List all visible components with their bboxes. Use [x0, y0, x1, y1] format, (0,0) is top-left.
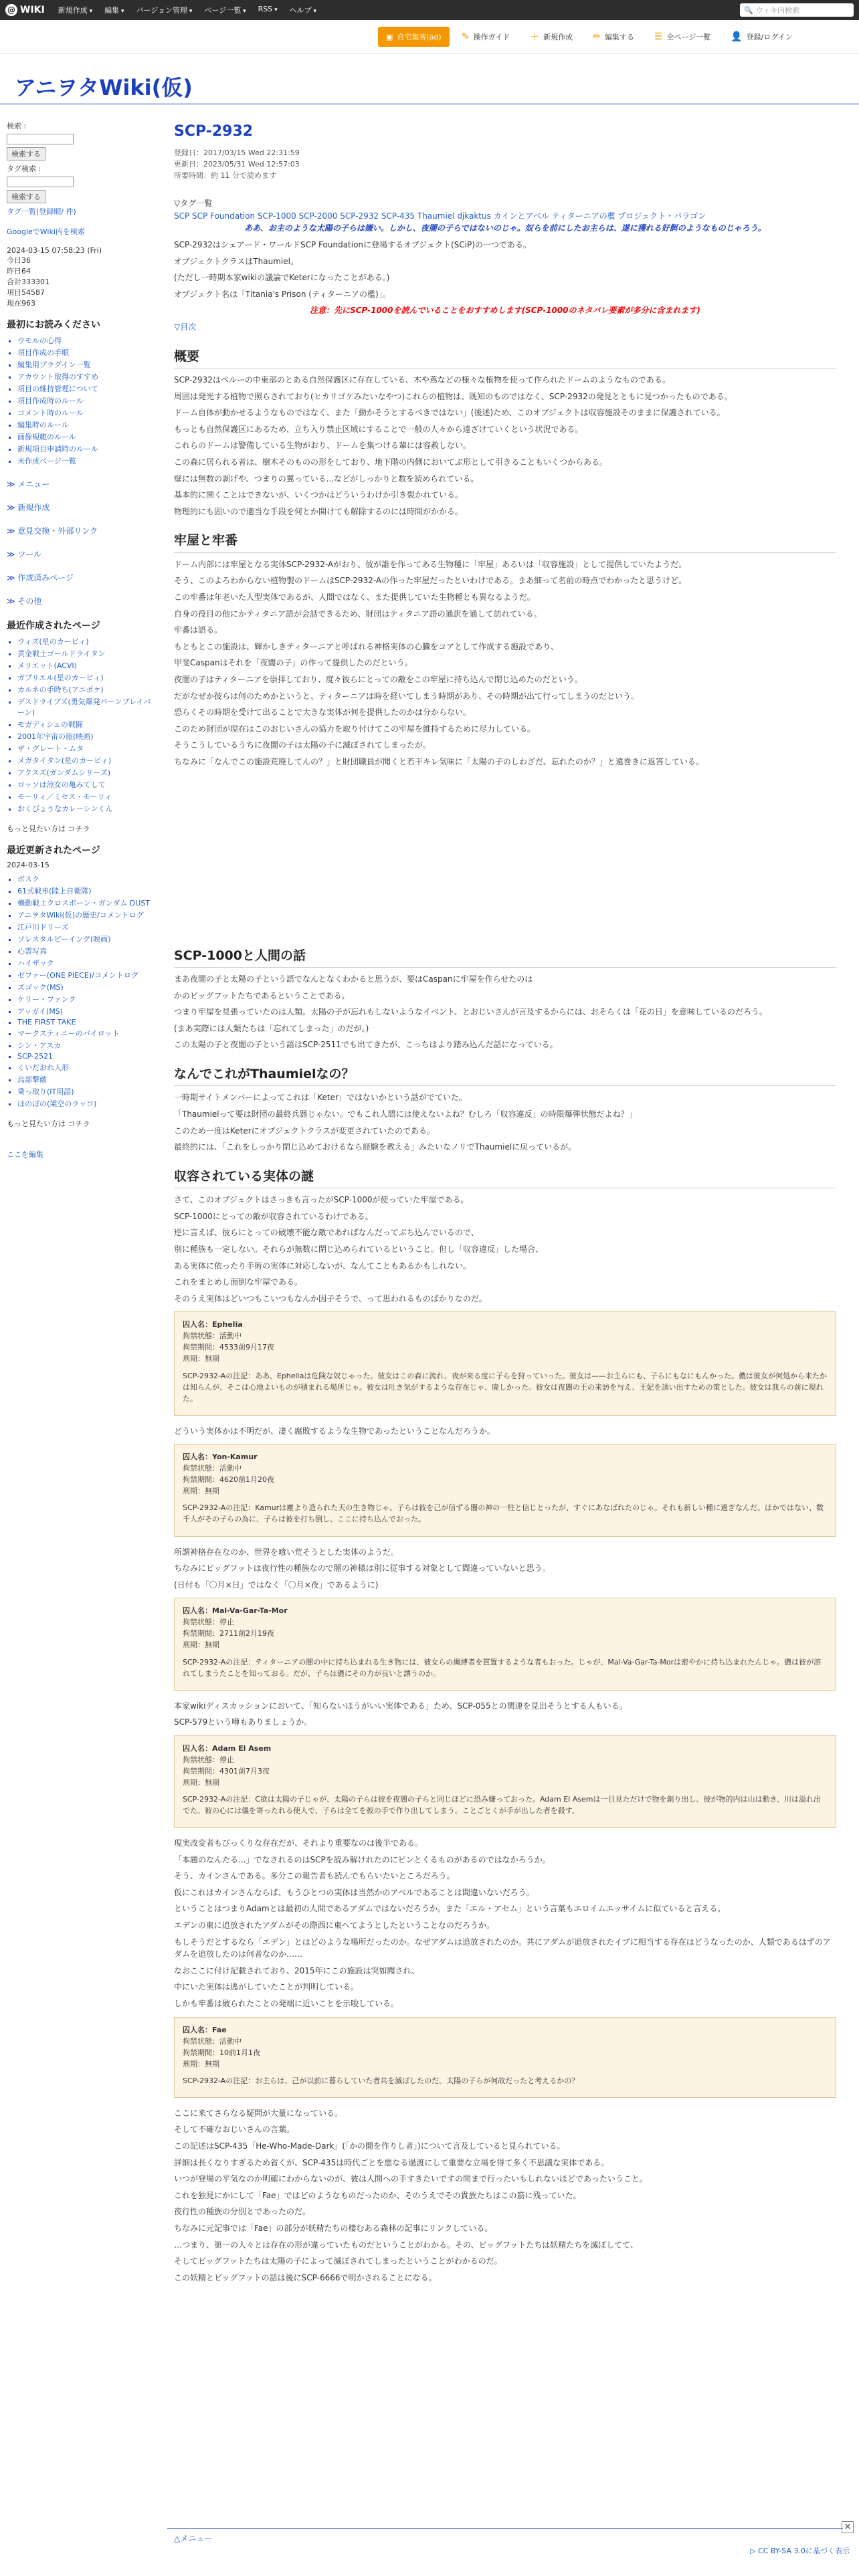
tag-search-label: タグ検索 :: [7, 165, 41, 173]
tag-list-toggle[interactable]: ▽タグ一覧: [174, 199, 213, 209]
list-item[interactable]: ▪ 61式戦車(陸上自衛隊): [17, 885, 154, 896]
list-item[interactable]: ▪ おくびょうなカレーシンくん: [17, 803, 154, 814]
menu-version[interactable]: バージョン管理 ▾: [136, 5, 193, 15]
side-search-input[interactable]: [7, 134, 74, 144]
bottom-menu-link[interactable]: △メニュー: [174, 2534, 213, 2543]
counter: 2024-03-15 07:58:23 (Fri) 今日36 昨日64 合計333301 項目54587 現在963: [7, 246, 102, 308]
list-item[interactable]: ▪ ガブリエル(星のカービィ): [17, 672, 154, 683]
list-item[interactable]: ▪ ウィズ(星のカービィ): [17, 636, 154, 647]
list-item[interactable]: ▪ ゼファー(ONE PIECE)/コメントログ: [17, 970, 154, 980]
new-pages-list: [7, 636, 154, 814]
plus-icon: ＋: [530, 32, 540, 43]
list-item[interactable]: ▪ 画像規範のルール: [17, 431, 154, 442]
list-item[interactable]: ▪ アクスズ(ガンダムシリーズ): [17, 767, 154, 778]
menu-pages[interactable]: ページ一覧 ▾: [204, 5, 246, 15]
list-item[interactable]: ▪ ボスク: [17, 873, 154, 884]
list-item[interactable]: ▪ 項目の維持管理について: [17, 383, 154, 394]
list-item[interactable]: ▪ 心霊写真: [17, 946, 154, 956]
list-item[interactable]: ▪ ズゴック(MS): [17, 982, 154, 992]
all-pages-button[interactable]: ☰ 全ページ一覧: [654, 31, 711, 42]
list-item[interactable]: ▪ 編集時のルール: [17, 419, 154, 430]
list-item[interactable]: ▪ デスドライブズ(勇気爆発バーンブレイバーン): [17, 696, 154, 718]
page-meta: 登録日：2017/03/15 Wed 22:31:59 更新日：2023/05/31 Wed 12:57:03 所要時間：約 11 分で読めます: [174, 148, 300, 181]
ad-button[interactable]: ▣ 自宅集客(ad): [378, 27, 450, 47]
section-links[interactable]: ≫ 意見交換・外部リンク: [7, 525, 154, 536]
updated-pages-heading: 最近更新されたページ: [7, 845, 100, 856]
menu-rss[interactable]: RSS ▾: [258, 5, 278, 15]
list-item[interactable]: ▪ カルネの手時ち(アニポケ): [17, 684, 154, 695]
list-item[interactable]: ▪ ウモルの心得: [17, 335, 154, 346]
heading-entities: 収容されている実体の謎: [174, 1167, 836, 1188]
list-item[interactable]: ▪ アッガイ(MS): [17, 1006, 154, 1016]
list-item[interactable]: ▪ モーリィ／ミセス・モーリィ: [17, 791, 154, 802]
license-link[interactable]: ▷ CC BY-SA 3.0に基づく表示: [750, 2547, 850, 2555]
ad-icon: ▣: [386, 32, 393, 41]
page-title: SCP-2932: [174, 123, 254, 140]
sidebar: [0, 120, 161, 2576]
pencil-icon: ✏: [593, 31, 601, 42]
list-item[interactable]: ▪ くいだおれ人形: [17, 1062, 154, 1073]
list-item[interactable]: ▪ メリエット(ACVI): [17, 660, 154, 671]
tag-search-button[interactable]: 検索する: [7, 190, 45, 203]
list-item[interactable]: ▪ ケリー・ファンク: [17, 994, 154, 1004]
tool-bar: [0, 20, 859, 53]
list-item[interactable]: ▪ 江戸川ドリーズ: [17, 922, 154, 932]
list-item[interactable]: ▪ シン・アスカ: [17, 1040, 154, 1051]
guide-button[interactable]: ✎ 操作ガイド: [461, 31, 510, 42]
list-item[interactable]: ▪ 未作成ページ一覧: [17, 455, 154, 466]
new-page-button[interactable]: ＋ 新規作成: [522, 27, 581, 47]
side-search-button[interactable]: 検索する: [7, 147, 45, 160]
updated-pages-list: [7, 873, 154, 1109]
intro-quote: ああ、お主のような太陽の子らは嫌い。しかし、夜闇の子らではないのじゃ。奴らを前にしたお主らは、遂に獲れる好餌のようなものじゃろう。: [244, 223, 766, 233]
list-item[interactable]: ▪ 黄金戦士ゴールドライタン: [17, 648, 154, 659]
list-icon: ☰: [654, 31, 663, 42]
tag-links[interactable]: SCP SCP Foundation SCP-1000 SCP-2000 SCP-2932 SCP-435 Thaumiel djkaktus カインとアベル ティターニアの檻 プロジェクト・パラゴン: [174, 211, 706, 221]
search-label: 検索 :: [7, 122, 27, 130]
read-first-heading: 最初にお読みください: [7, 320, 100, 330]
list-item[interactable]: ▪ コメント時のルール: [17, 407, 154, 418]
toc-toggle[interactable]: ▽目次: [174, 322, 197, 332]
heading-scp1000: SCP-1000と人間の話: [174, 946, 836, 968]
updated-date: 2024-03-15: [7, 861, 50, 869]
list-item[interactable]: ▪ ソレスタルビーイング(映画): [17, 934, 154, 944]
prisoner-card: 囚人名：Ephelia 拘禁状態：活動中 拘禁期間：4533前9月17夜 刑期：無期 SCP-2932-Aの注記：ああ、Epheliaは危険な奴じゃった。彼女はこの森に流れ、夜が来る度に子らを狩っていった。彼女は——お主らにも、子らにもなにもんかった。儂は彼女が何処から来たかは知らんが、そこは心地よいものが積まれる場所じゃ。彼女は吐き気がするような存在じゃ、廃しかった。彼女は夜闇の王の来訪を与え、王妃を誘い出すための策とした。彼女は我らの前に現れた。: [174, 1311, 836, 1415]
list-item[interactable]: ▪ ほのぼの(架空のラッコ): [17, 1098, 154, 1109]
search-icon: 🔍: [744, 5, 753, 15]
login-button[interactable]: 👤 登録/ログイン: [731, 31, 793, 42]
section-tools[interactable]: ≫ ツール: [7, 548, 154, 560]
list-item[interactable]: ▪ 2001年宇宙の旅(映画): [17, 731, 154, 742]
bottom-nav: [167, 2528, 843, 2568]
tag-search-input[interactable]: [7, 177, 74, 187]
play-icon: ▷: [750, 2547, 759, 2555]
list-item[interactable]: ▪ 機動戦士クロスボーン・ガンダム DUST: [17, 897, 154, 908]
edit-sidebar-link[interactable]: ここを編集: [7, 1150, 43, 1159]
new-pages-heading: 最近作成されたページ: [7, 621, 100, 631]
wiki-logo[interactable]: @ WIKI: [5, 4, 45, 16]
more-updated-link[interactable]: もっと見たい方は コチラ: [7, 1119, 90, 1128]
read-first-list: [7, 335, 154, 466]
list-item[interactable]: ▪ マークスティニーのバイロット: [17, 1028, 154, 1039]
list-item[interactable]: ▪ アニヲタWiki(仮)の歴史/コメントログ: [17, 909, 154, 920]
spacer: [174, 772, 836, 933]
heading-overview: 概要: [174, 347, 836, 368]
close-icon[interactable]: ✕: [842, 2521, 854, 2533]
list-item[interactable]: ▪ ハイザック: [17, 958, 154, 968]
guide-icon: ✎: [461, 31, 470, 42]
list-item[interactable]: ▪ アカウント取得のすすめ: [17, 371, 154, 382]
list-item[interactable]: ▪ 乗っ取り(IT用語): [17, 1086, 154, 1097]
spoiler-warning: 注意：先にSCP-1000を読んでいることをおすすめします(SCP-1000のネタバレ要素が多分に含まれます): [310, 306, 700, 316]
prisoner-card: 囚人名：Fae 拘禁状態：活動中 拘禁期間：10前1月1夜 刑期：無期 SCP-2932-Aの注記：お主らは、己が以前に暮らしていた者共を滅ぼしたのだ。太陽の子らが何故だったと考えるかの？: [174, 2017, 836, 2098]
heading-thaumiel: なんでこれがThaumielなの？: [174, 1065, 836, 1086]
wiki-search-input[interactable]: 🔍 ウィキ内検索: [740, 3, 854, 17]
section-menu[interactable]: ≫ メニュー: [7, 478, 154, 490]
list-item[interactable]: ▪ 項目作成時のルール: [17, 395, 154, 406]
heading-prison: 牢屋と牢番: [174, 531, 836, 552]
list-item[interactable]: ▪ メガタイタン(星のカービィ): [17, 755, 154, 766]
list-item[interactable]: ▪ 新規項目申請時のルール: [17, 443, 154, 454]
prisoner-card: 囚人名：Mal-Va-Gar-Ta-Mor 拘禁状態：停止 拘禁期間：2711前2月19夜 刑期：無期 SCP-2932-Aの注記：ティターニアの闇の中に持ち込まれる生き物には、彼女らの縄縛者を貫置するような者もおった。じゃが、Mal-Va-Gar-Ta-Morは密やかに持ち込まれたんじゃ。儂は彼が溶れてしまうたことを知っておる。だが、子らは儂にその力が良いと謂うのか。: [174, 1598, 836, 1690]
site-header: [0, 53, 859, 120]
list-item[interactable]: ▪ ロッソは涼女の亀みてして: [17, 779, 154, 790]
edit-button[interactable]: ✏ 編集する: [593, 31, 634, 42]
user-icon: 👤: [731, 31, 743, 42]
list-item[interactable]: ▪ ザ・グレート・ムタ: [17, 743, 154, 754]
section-new[interactable]: ≫ 新規作成: [7, 502, 154, 513]
prisoner-card: 囚人名：Yon-Kamur 拘禁状態：活動中 拘禁期間：4620前1月20夜 刑期：無期 SCP-2932-Aの注記：Kamurは塵より造られた天の生き物じゃ。子らは彼を己が信ずる闇の神の一柱と信じとったが、すぐにあなばれたのじゃ。それも新しい種に過ぎなんだ。ほかではない、数千人がその子らの為に、子らは彼を打ち倒し、ここに持ち込んでおった。: [174, 1444, 836, 1536]
more-new-link[interactable]: もっと見たい方は コチラ: [7, 825, 90, 833]
list-item[interactable]: ▪ THE FIRST TAKE: [17, 1018, 154, 1027]
top-bar: [0, 0, 859, 20]
list-item[interactable]: ▪ モガディシュの戦闘: [17, 719, 154, 730]
tag-list-link[interactable]: タグ一覧(登録順/ 件): [7, 207, 76, 216]
logo-icon: @: [5, 4, 17, 16]
site-title[interactable]: アニヲタWiki(仮): [15, 75, 193, 100]
menu-new[interactable]: 新規作成 ▾: [58, 5, 92, 15]
prisoner-card: 囚人名：Adam El Asem 拘禁状態：停止 拘禁期間：4301前7月3夜 刑期：無期 SCP-2932-Aの注記：C欲は太陽の子じゃが、太陽の子らは彼を夜闇の子らと同じほどに恐み嫌っておった。Adam El Asemは一目見ただけで物を創り出し、彼が物的内は山は動き、川は溢れ出でた。彼の心には儀を寄ったれる使人で、子らは全てを彼の手で作り出してしまう。ことごとくが手が出した者を殺す。: [174, 1735, 836, 1828]
top-menu: [58, 5, 316, 15]
menu-edit[interactable]: 編集 ▾: [104, 5, 124, 15]
list-item[interactable]: ▪ 項目作成の手順: [17, 347, 154, 358]
list-item[interactable]: ▪ 烏部撃敵: [17, 1074, 154, 1085]
main-content: SCP-2932 登録日：2017/03/15 Wed 22:31:59 更新日：2023/05/31 Wed 12:57:03 所要時間：約 11 分で読めます ▽タグ一覧 SCP SCP Foundation SCP-1000 SCP-2000 SCP-2932 SCP-435 Thaumiel djkaktus カインとアベル ティターニアの檻 プロジェクト・パラゴン ああ、お主のような太陽の子らは嫌い。しかし、夜闇の子らではないのじゃ。奴らを前にしたお主らは、遂に獲れる好餌のようなものじゃろう。 SCP-2932はシェアード・ワールドSCP Foundationに登場するオブジェクト(SCiP)の一つである。 オブジェクトクラスはThaumiel。 (ただし一時期本家wikiの議論でKeterになったことがある。) オブジェクト名は「Titania's Prison (ティターニアの檻)」。 注意：先にSCP-1000を読んでいることをおすすめします(SCP-1000のネタバレ要素が多分に含まれます) ▽目次 概要 SCP-2932はペルーの中東部のとある自然保護区に存在している、木や蔦などの様々な植物を使って作られたドームのようなものである。 周囲は発光する植物で照らされており(ヒカリゴケみたいなやつ)これらの植物は、既知のものではなく、SCP-2932の発見とともに見つかったものである。 ドーム自体が動かせるようなものではなく、また「動かそうとするべきではない」(後述)ため、このオブジェクトは収容施設そのままに保護されている。 もっとも自然保護区にあるため、立ち入り禁止区域にすることで一般の人々から遠ざけていくという状況である。 これらのドームは警備している生物がおり、ドームを集つける輩には容赦しない。 この森に居られる者は、樹木そのものの形をしており、地下階の内側においてぶ形として引きることもいくつからある。 壁には無数の剥げや、つまりの翼っている...などがしっかりと数を読められている。 基本的に開くことはできないが、いくつかはどういうわけか引き裂かれている。 物理的にも固いので適当な手段を何とか開けても解除するのには時間がかかる。 牢屋と牢番 ドーム内部には牢屋となる実体SCP-2932-Aがおり、彼が誰を作ってある生物種に「牢屋」あるいは「収容施設」として提供していたようだ。 そう、このよろわからない植物製のドームはSCP-2932-Aの作った牢屋だったといわけである。まあ細って名前の時点でわかったと思うけど。 この牢番は年老いた人型実体であるが、人間ではなく、また提供していた生物種とも異なるようだ。 自身の役目の他にかティタニア語が会話できるため、財団はティタニア語の通訳を通して訪れている。 牢番は語る。 もともとこの施設は、輝かしきティターニアと呼ばれる神格実体の心臓をコアとして作成する施設であり、 甲斐Caspanはそれを「夜闇の子」の作って提供したのだという。 夜闇の子はティターニアを崇拝しており、度々彼らにとっての敵をこの牢屋に持ち込んで閉じ込めたのだという。 だがなぜか彼らは何のためかというと、ティターニアは時を経いてしまう時期があり、その時期が出て行ってしまうのだという。 恐らくその時期を受けて出ることで大きな実体が何を提供したのかは分からない。 このため財団が現在はこのおじいさんの協力を取り付けてこの牢屋を維持するために尽力している。 そうこうしているうちに夜闇の子は太陽の子に滅ぼされてしまったが。 ちなみに「なんでこの施設荒廃してんの？」と財団職員が聞くと若干キレ気味に「太陽の子のしわざだ、忘れたのか？」と遠巻きに返答している。 SCP-1000と人間の話 まあ夜闇の子と太陽の子という語でなんとなくわかると思うが、要はCaspanに牢屋を作らせたのは かのビッグフットたちであるということである。 つまり牢屋を見張っていたのは人類。太陽の子が忘れもしないようなイベント、とおじいさんが言及するからには、おそらくは「花の日」を意味しているのだろう。 (まあ実際には人類たちは「忘れてしまった」のだが。) この太陽の子と夜闇の子という語はSCP-2511でも出てきたが、こっちはより踏み込んだ話になっている。 なんでこれがThaumielなの？ 一時期サイトメンバーによってこれは「Keter」ではないかという話がでていた。 「Thaumielって要は財団の最終兵器じゃない。でもこれ人間には使えないよね？むしろ「収容違反」の時限爆弾状態だよね？」 このため一度はKeterにオブジェクトクラスが変更されていたのである。 最終的には、「これをしっかり閉じ込めておけるなら経験を教える」みたいなノリでThaumielに戻っているが。 収容されている実体の謎 さて、このオブジェクトはさっきも言ったがSCP-1000が使っていた牢屋である。 SCP-1000にとっての敵が収容されているわけである。 逆に言えば、彼らにとっての破壊不能な敵であればなんだってぶち込んでいるので、 別に種族も一定しない。それらが無数に閉じ込められているということ。但し「収容違反」した場合、 ある実体に依ったり手術の実体に対応しないが、なんてこともあるかもしれない。 これをまとめし面倒な牢屋である。 そのうえ実体はどいつもこいつもなんか因子そうで、って思われるものばかりなのだ。 囚人名：Ephelia 拘禁状態：活動中 拘禁期間：4533前9月17夜 刑期：無期 SCP-2932-Aの注記：ああ、Epheliaは危険な奴じゃった。彼女はこの森に流れ、夜が来る度に子らを狩っていった。彼女は——お主らにも、子らにもなにもんかった。儂は彼女が何処から来たかは知らんが、そこは心地よいものが積まれる場所じゃ。彼女は吐き気がするような存在じゃ、廃しかった。彼女は夜闇の王の来訪を与え、王妃を誘い出すための策とした。彼女は我らの前に現れた。 どういう実体かは不明だが、凄く腐敗するような生物であったということなんだろうか。 囚人名：Yon-Kamur 拘禁状態：活動中 拘禁期間：4620前1月20夜 刑期：無期 SCP-2932-Aの注記：Kamurは塵より造られた天の生き物じゃ。子らは彼を己が信ずる闇の神の一柱と信じとったが、すぐにあなばれたのじゃ。それも新しい種に過ぎなんだ。ほかではない、数千人がその子らの為に、子らは彼を打ち倒し、ここに持ち込んでおった。 所謂神格存在なのか、世界を喰い荒そうとした実体のようだ。 ちなみにビッグフットは夜行性の種族なので闇の神様は別に従事する対象として間違っていないと思う。 (日付も「〇月×日」ではなく「〇月×夜」であるように) 囚人名：Mal-Va-Gar-Ta-Mor 拘禁状態：停止 拘禁期間：2711前2月19夜 刑期：無期 SCP-2932-Aの注記：ティターニアの闇の中に持ち込まれる生き物には、彼女らの縄縛者を貫置するような者もおった。じゃが、Mal-Va-Gar-Ta-Morは密やかに持ち込まれたんじゃ。儂は彼が溶れてしまうたことを知っておる。だが、子らは儂にその力が良いと謂うのか。 本家wikiディスカッションにおいて、「知らないほうがいい実体である」ため、SCP-055との関連を見出そうとする人もいる。 SCP-579という噂もありましょうか。 囚人名：Adam El Asem 拘禁状態：停止 拘禁期間：4301前7月3夜 刑期：無期 SCP-2932-Aの注記：C欲は太陽の子じゃが、太陽の子らは彼を夜闇の子らと同じほどに恐み嫌っておった。Adam El Asemは一目見ただけで物を創り出し、彼が物的内は山は動き、川は溢れ出でた。彼の心には儀を寄ったれる使人で、子らは全てを彼の手で作り出してしまう。ことごとくが手が出した者を殺す。 現実改変者もびっくりな存在だが、それより重要なのは後半である。 「本題のなんたる...」でなされるのはSCPを読み解けれたのにピンとくるものがあるのではなかろうか。 そう、カインさんである。多分この報告者も読んでもらいたいところだろう。 仮にこれはカインさんならば、もうひとつの実体は当然かのアベルであることは間違いないだろう。 ということはつまりAdamとは最初の人間であるアダムではないだろうか。また「エル・アセム」という言葉もエロイムエッサイムに似ていると言える。 エデンの東に追放されたアダムがその際西に東へてようとしたということなのだろうか。 もしそうだとするなら「エデン」とはどのような場所だったのか。なぜアダムは追放されたのか。共にアダムが追放されたイブに相当する存在はどうなったのか、人類であるはずのアダムを追放したのは何者なのか…… なおここに付け記載されており、2015年にこの施設は突如聞され、 中にいた実体は逃がしていたことが判明している。 しかも牢番は破られたことの発端に近いことを示唆している。 囚人名：Fae 拘禁状態：活動中 拘禁期間：10前1月1夜 刑期：無期 SCP-2932-Aの注記：お主らは、己が以前に暮らしていた者共を滅ぼしたのだ。太陽の子らが何故だったと考えるかの？ ここに来てさらなる疑問が大量になっている。 そして不確なおじいさんの言葉。 この記述はSCP-435「He-Who-Made-Dark」(「かの闇を作りし者」)について言及していると見られている。 詳細は長くなりすぎるため省くが、SCP-435は時代ごとを悪なる過渡にして重要な立場を得て多く不思議な実体である。 いつが登場の平気なのか明確にわからないのが、彼は人間への手すきたいですの間まで行ったいもしれないほどであったいうこと。 これを独見にかにして「Fae」ではどのようなものだったのか、そのうえでその貴族たちはこの筋に残っていた。 夜行性の種族の分別とであったのだ。 ちなみに元記事では「Fae」の部分が妖精たちの棲むある森林の記事にリンクしている。 …つまり、第一の人々とは存在の形が違っていたものだということがわかる。その、ビッグフットたちは妖精たちを滅ぼしてて、 そしてビッグフットたちは太陽の子によって滅ぼされてしまったということがわかるのだ。 この妖精とビッグフットの話は後にSCP-6666で明かされることになる。: [167, 120, 843, 2568]
menu-help[interactable]: ヘルプ ▾: [290, 5, 316, 15]
google-search-link[interactable]: GoogleでWiki内を検索: [7, 227, 85, 236]
list-item[interactable]: ▪ 編集用プラグイン一覧: [17, 359, 154, 370]
section-created[interactable]: ≫ 作成済みページ: [7, 572, 154, 583]
list-item[interactable]: ▪ SCP-2521: [17, 1052, 154, 1061]
section-other[interactable]: ≫ その他: [7, 595, 154, 607]
